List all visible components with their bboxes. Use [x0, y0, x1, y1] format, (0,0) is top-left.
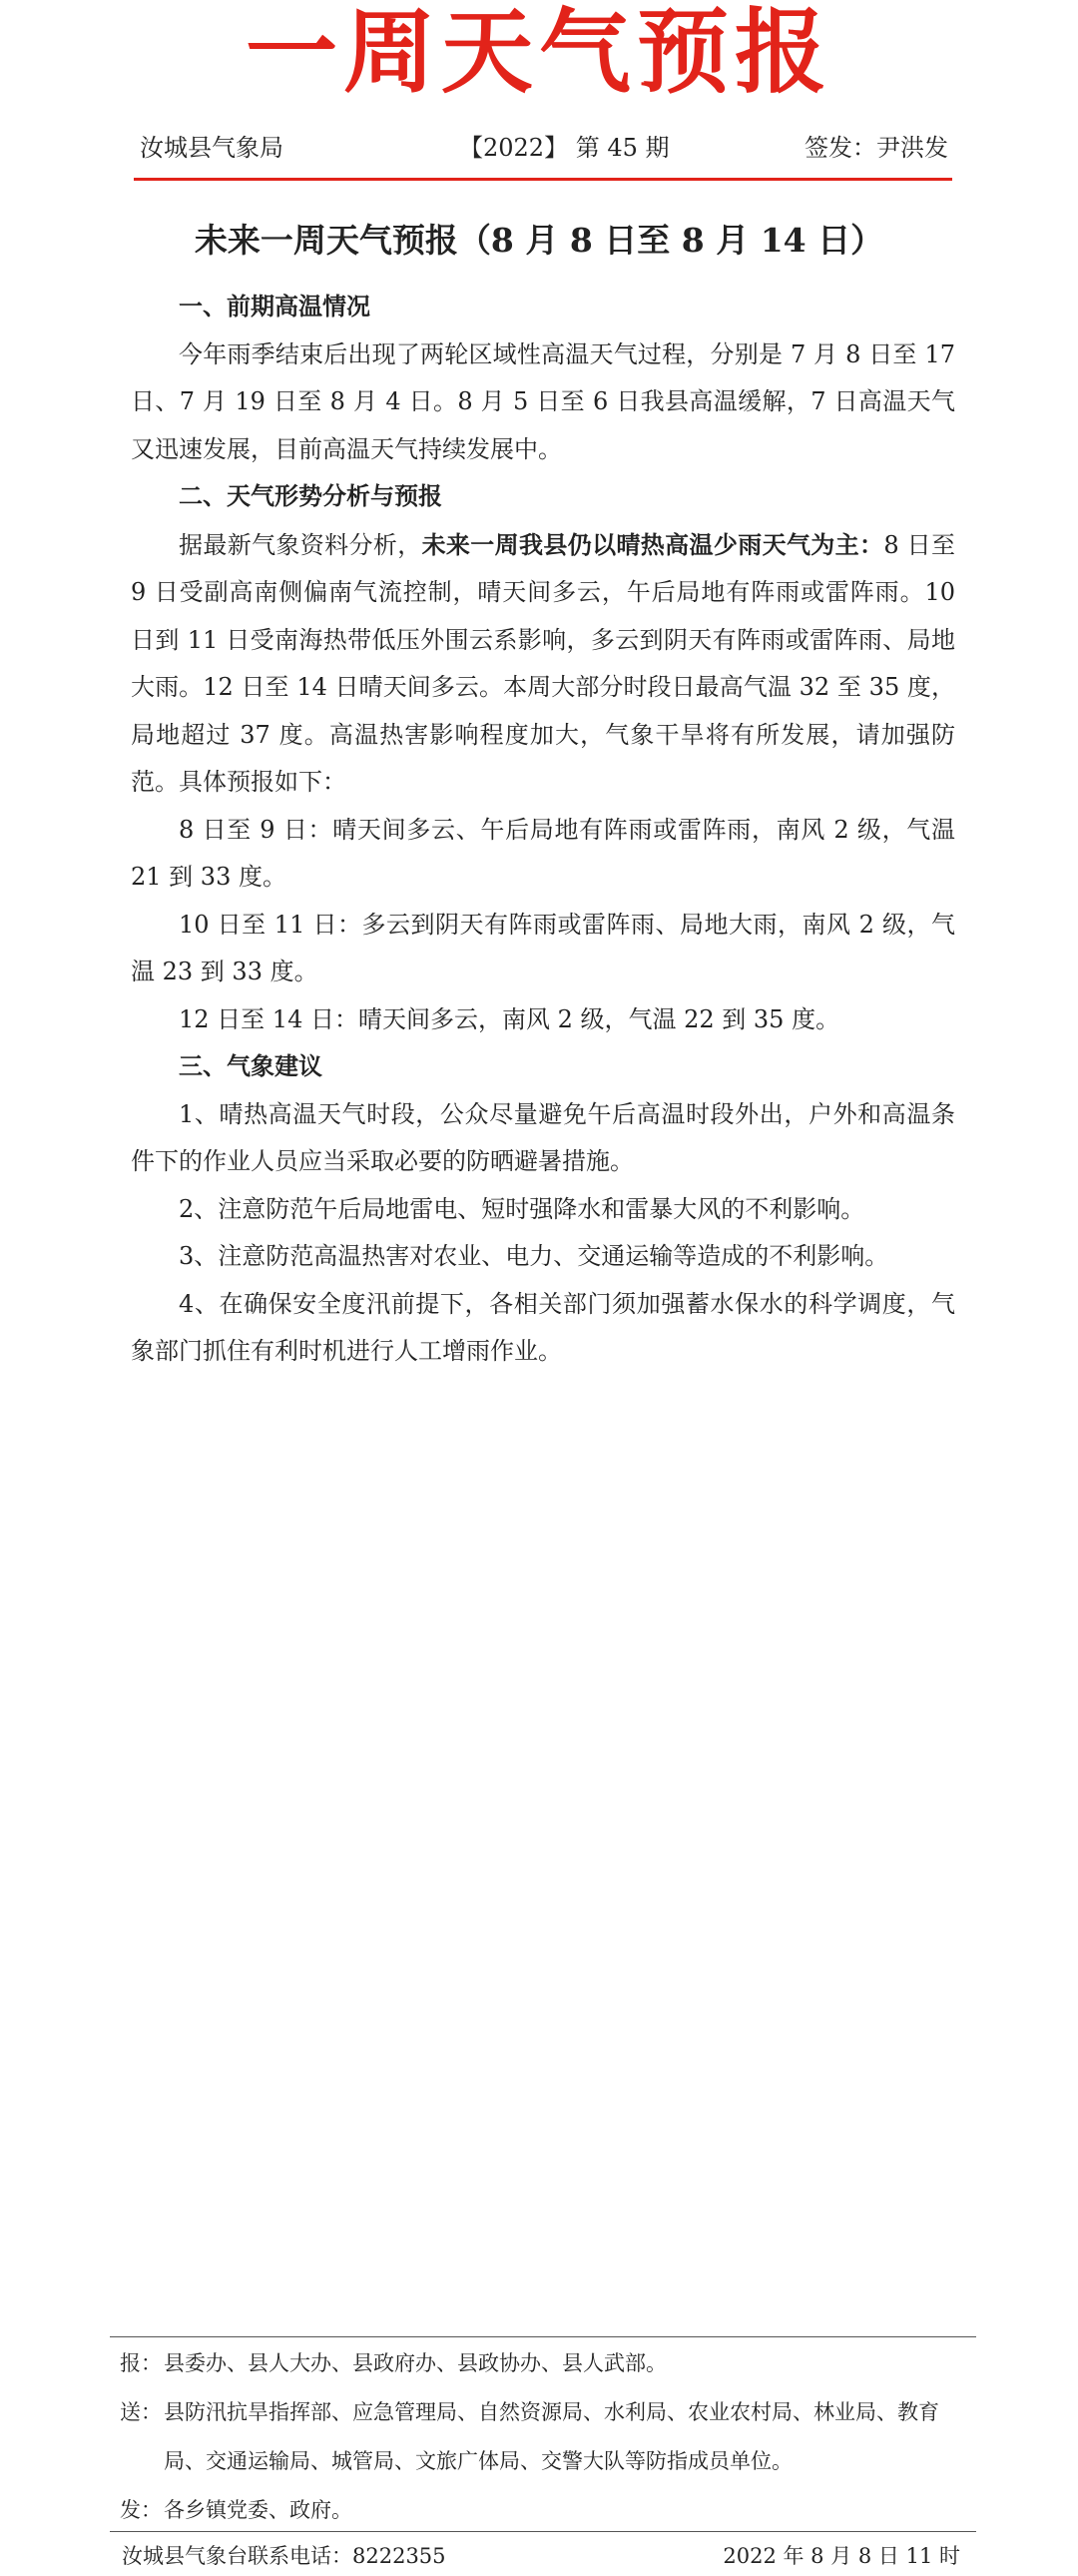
document-title: 未来一周天气预报（8 月 8 日至 8 月 14 日）	[194, 221, 884, 260]
report-recipients: 县委办、县人大办、县政府办、县政协办、县人武部。	[164, 2351, 667, 2375]
issue-date: 2022 年 8 月 8 日 11 时	[723, 2544, 960, 2568]
suggestion-item: 2、注意防范午后局地雷电、短时强降水和雷暴大风的不利影响。	[179, 1194, 865, 1223]
issuer-name: 汝城县气象局	[140, 134, 283, 162]
forecast-item: 12 日至 14 日：晴天间多云，南风 2 级，气温 22 到 35 度。	[179, 1004, 840, 1033]
issue-recipients: 各乡镇党委、政府。	[164, 2498, 352, 2522]
section2-paragraph	[131, 521, 955, 807]
send-recipients: 县防汛抗旱指挥部、应急管理局、自然资源局、水利局、农业农村局、林业局、教育局、交通运输局、城管局、文旅广体局、交警大队等防指成员单位。	[164, 2400, 939, 2473]
issue-to-row	[120, 2486, 968, 2535]
section1-paragraph: 今年雨季结束后出现了两轮区域性高温天气过程，分别是 7 月 8 日至 17 日、7 月 19 日至 8 月 4 日。8 月 5 日至 6 日我县高温缓解，7 日高温天气又迅速发展，目前高温天气持续发展中。	[131, 339, 955, 463]
send-label: 送：	[120, 2400, 162, 2424]
red-divider	[134, 178, 952, 181]
footer-line	[122, 2536, 960, 2576]
forecast-item: 10 日至 11 日：多云到阴天有阵雨或雷阵雨、局地大雨，南风 2 级，气温 23 到 33 度。	[131, 910, 955, 985]
footer-divider-bottom	[110, 2531, 976, 2532]
issue-number: 【2022】 第 45 期	[459, 134, 670, 162]
analysis-lead: 据最新气象资料分析，	[179, 530, 422, 559]
analysis-detail: 8 日至 9 日受副高南侧偏南气流控制，晴天间多云，午后局地有阵雨或雷阵雨。10 日到 11 日受南海热带低压外围云系影响，多云到阴天有阵雨或雷阵雨、局地大雨。12 日至 14 日晴天间多云。本周大部分时段日最高气温 32 至 35 度，局地超过 37 度。高温热害影响程度加大，气象干旱将有所发展，请加强防范。具体预报如下：	[131, 530, 956, 796]
document-body	[131, 284, 955, 1376]
report-to-row	[120, 2339, 968, 2388]
analysis-summary: 未来一周我县仍以晴热高温少雨天气为主：	[421, 529, 884, 559]
masthead-title: 一周天气预报	[245, 0, 832, 106]
issue-info-row	[140, 128, 948, 168]
issue-label: 发：	[120, 2498, 162, 2522]
contact-phone: 汝城县气象台联系电话：8222355	[122, 2544, 446, 2568]
section1-heading: 一、前期高温情况	[179, 293, 370, 321]
send-to-row	[120, 2388, 968, 2486]
report-label: 报：	[120, 2351, 162, 2375]
distribution-list	[120, 2339, 968, 2535]
forecast-item: 8 日至 9 日：晴天间多云、午后局地有阵雨或雷阵雨，南风 2 级，气温 21 到 33 度。	[131, 815, 955, 891]
section3-heading: 三、气象建议	[179, 1052, 322, 1080]
section2-heading: 二、天气形势分析与预报	[179, 482, 442, 510]
footer-divider-top	[110, 2336, 976, 2337]
suggestion-item: 4、在确保安全度汛前提下，各相关部门须加强蓄水保水的科学调度，气象部门抓住有利时机进行人工增雨作业。	[131, 1289, 955, 1365]
suggestion-item: 1、晴热高温天气时段，公众尽量避免午后高温时段外出，户外和高温条件下的作业人员应当采取必要的防晒避暑措施。	[131, 1099, 955, 1175]
suggestion-item: 3、注意防范高温热害对农业、电力、交通运输等造成的不利影响。	[179, 1242, 889, 1270]
signer-name: 签发：尹洪发	[805, 134, 948, 162]
